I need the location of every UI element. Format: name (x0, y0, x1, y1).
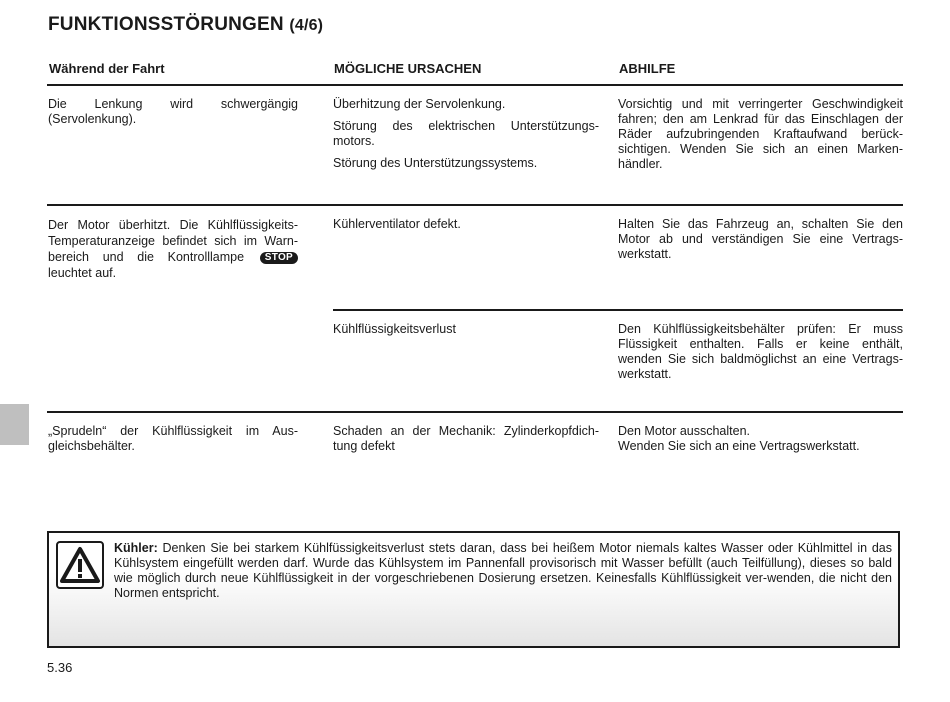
row-3-causes (333, 322, 599, 337)
row-2-remedy: Halten Sie das Fahrzeug an, schalten Sie den Motor ab und verständigen Sie eine Vertrags-werkstatt. (618, 217, 903, 261)
row-4-situation: „Sprudeln“ der Kühlflüssigkeit im Aus-gleichsbehälter. (48, 424, 298, 453)
column-header-situation: Während der Fahrt (49, 61, 165, 76)
stop-warning-lamp-icon: STOP (260, 252, 298, 264)
row-4-causes (333, 424, 599, 454)
warning-text (114, 541, 892, 601)
row-4-remedy-line-2: Wenden Sie sich an eine Vertragswerkstatt. (618, 439, 860, 453)
row-3-remedy: Den Kühlflüssigkeitsbehälter prüfen: Er muss Flüssigkeit enthalten. Falls er keine enthält, wenden Sie sich baldmöglichst an eine Vertrags-werkstatt. (618, 322, 903, 381)
row-1-causes (333, 97, 599, 171)
row-1-cause-3: Störung des Unterstützungssystems. (333, 156, 538, 170)
row-1-situation (48, 97, 298, 127)
warning-triangle-icon (56, 541, 104, 589)
row-2-situation-text: Der Motor überhitzt. Die Kühlflüssigkeits-Temperaturanzeige befindet sich im Warn-bereich und die Kontrolllampe (48, 218, 298, 264)
column-header-remedy: ABHILFE (619, 61, 676, 76)
row-3-cause-1: Kühlflüssigkeitsverlust (333, 322, 456, 336)
row-1-remedy: Vorsichtig und mit verringerter Geschwindigkeit fahren; den am Lenkrad für das Einschlagen der Räder aufzubringenden Kraftaufwand berück-sichtigen. Wenden Sie sich an einen Marken-händler. (618, 97, 903, 171)
page-number: 5.36 (47, 660, 73, 675)
row-2-situation-text-end: leuchtet auf. (48, 266, 117, 280)
row-1-rule (47, 204, 903, 206)
row-1-situation-line1: Die Lenkung wird schwergängig (48, 97, 298, 111)
page-title-part: (4/6) (289, 17, 324, 34)
row-2-sub-rule (333, 309, 903, 311)
row-3-rule (47, 411, 903, 413)
warning-body: Denken Sie bei starkem Kühlfüssigkeitsverlust stets daran, dass bei heißem Motor niemals kaltes Wasser oder Kühlmittel in das Kühlsystem eingefüllt werden darf. Wurde das Kühlsystem im Pannenfall provisorisch mit Wasser befüllt (auch Teilfüllung), dieses so bald wie möglich durch neue Kühlflüssigkeit in der vorgeschriebenen Dosierung ersetzen. Keinesfalls Kühlflüssigkeit ver-wenden, die nicht den Normen entspricht. (114, 541, 893, 600)
row-4-cause-1: Schaden an der Mechanik: Zylinderkopfdich-tung defekt (333, 424, 599, 453)
row-4-remedy-line-1: Den Motor ausschalten. (618, 424, 751, 438)
page-title-main: FUNKTIONSSTÖRUNGEN (48, 14, 284, 35)
row-4-remedy (618, 424, 903, 454)
column-header-causes: MÖGLICHE URSACHEN (334, 61, 482, 76)
row-1-situation-line2: (Servolenkung). (48, 112, 137, 126)
row-2-situation (48, 217, 298, 281)
warning-label: Kühler: (114, 541, 158, 555)
row-1-cause-2: Störung des elektrischen Unterstützungs-motors. (333, 119, 599, 148)
row-2-causes (333, 217, 599, 232)
warning-box (47, 531, 900, 648)
page-title (48, 14, 323, 36)
row-2-cause-1: Kühlerventilator defekt. (333, 217, 461, 231)
header-rule (47, 84, 903, 86)
row-1-cause-1: Überhitzung der Servolenkung. (333, 97, 506, 111)
chapter-tab (0, 404, 29, 445)
